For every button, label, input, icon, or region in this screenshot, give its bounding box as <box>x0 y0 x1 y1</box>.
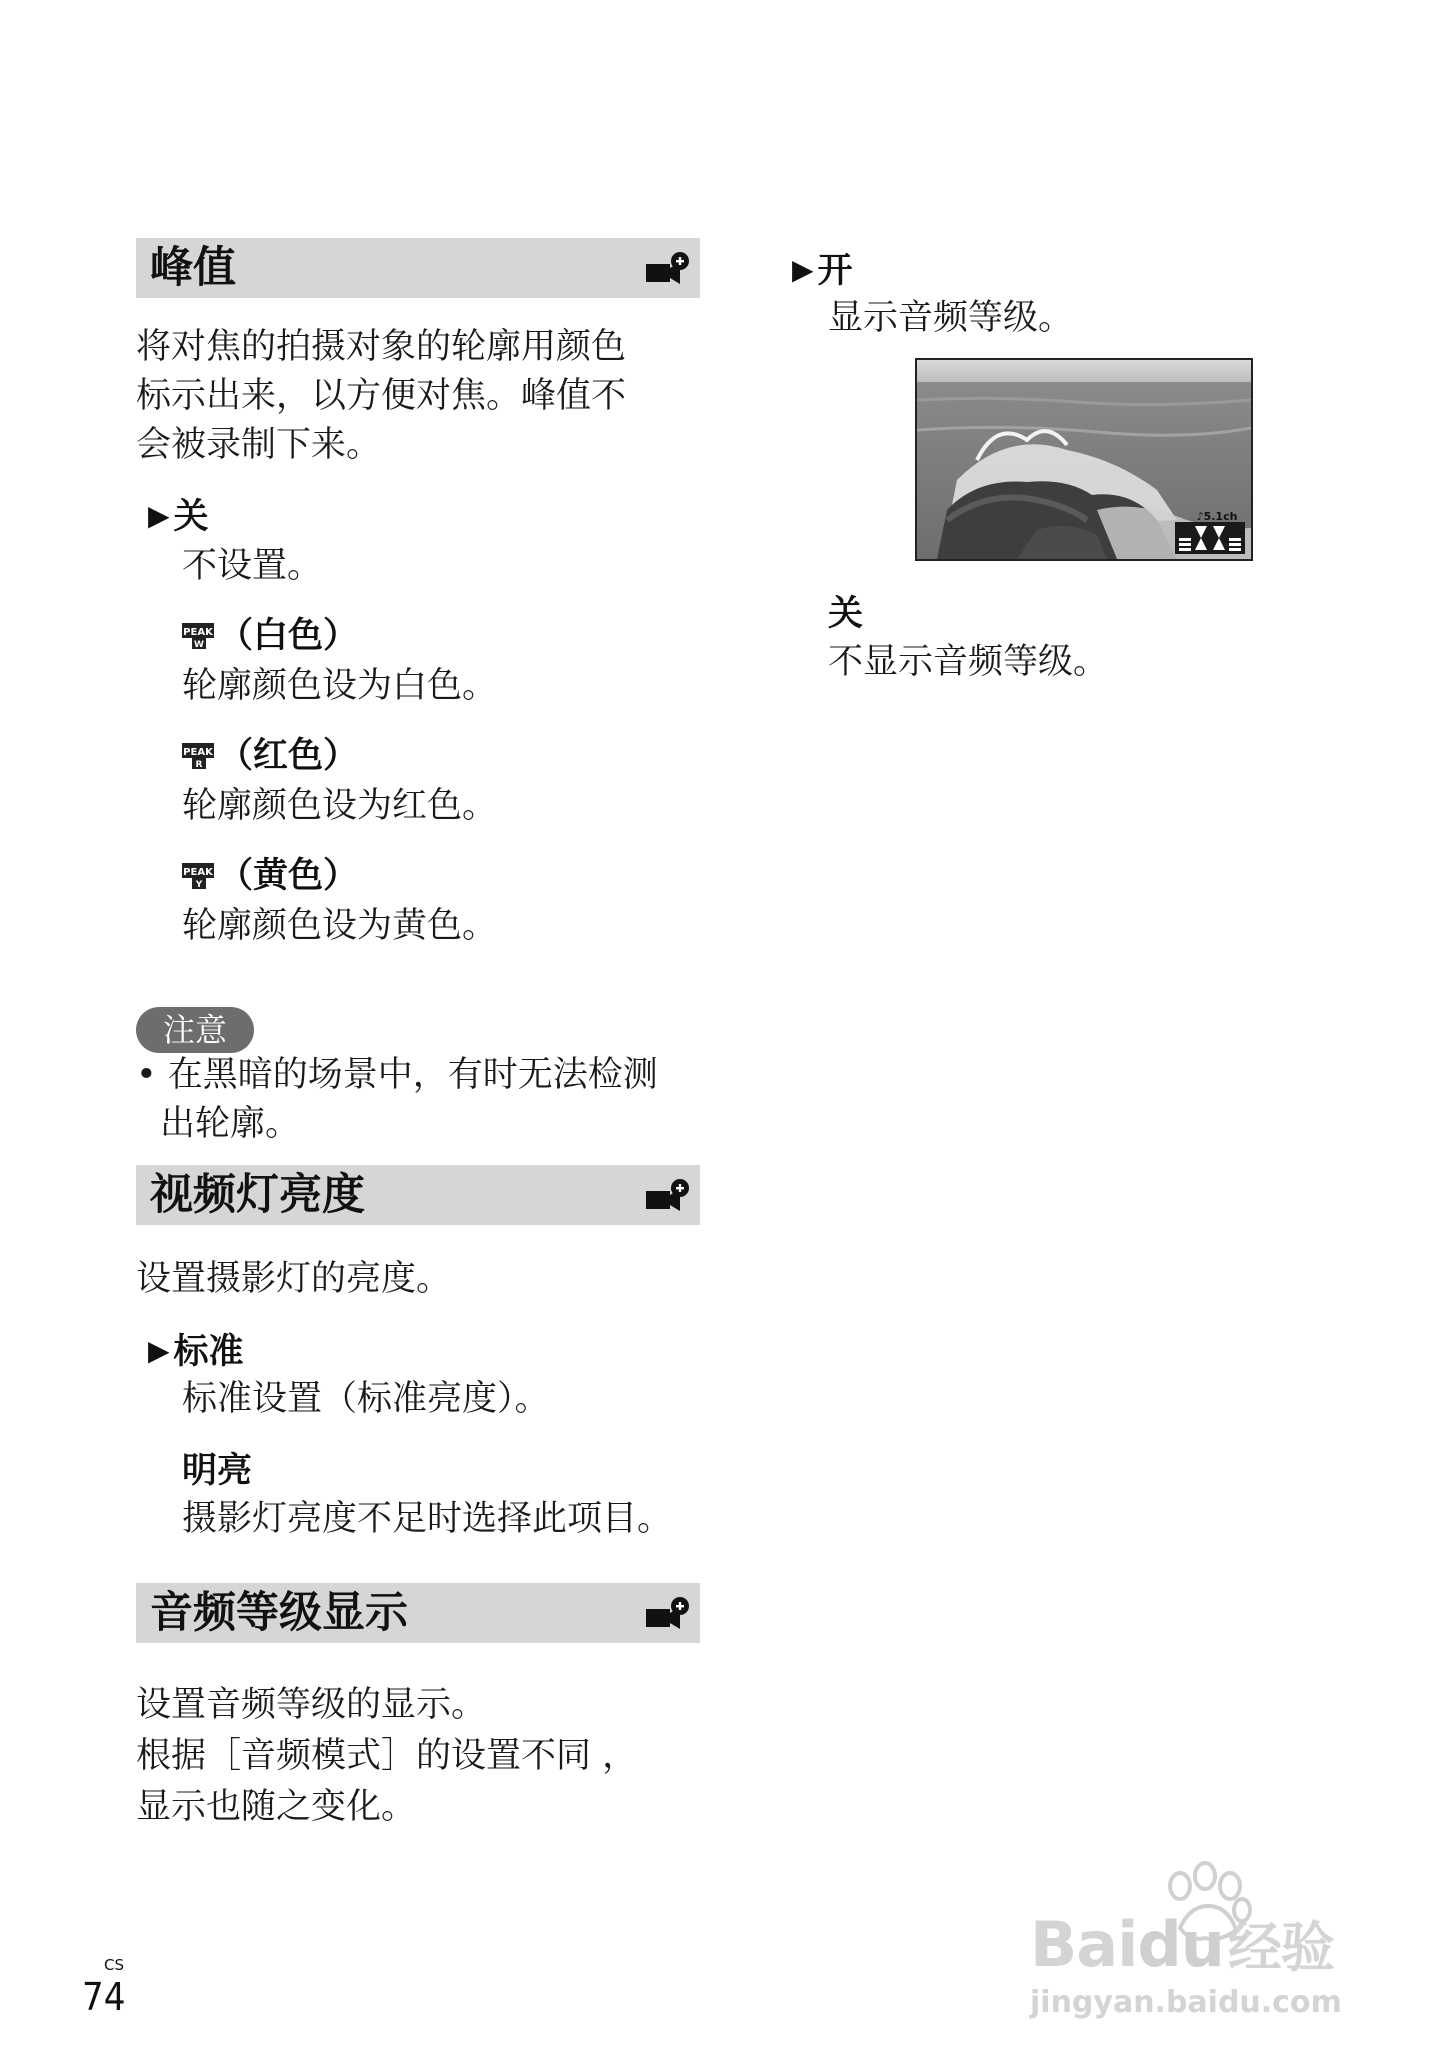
svg-text:PEAK: PEAK <box>183 627 213 638</box>
option-desc: 不设置。 <box>182 546 323 586</box>
peak-description <box>136 323 626 470</box>
option-label-text: （红色） <box>218 736 359 776</box>
audio-level-screen-example <box>915 358 1253 561</box>
text-line: 显示也随之变化。 <box>136 1787 417 1827</box>
option-label-text: 关 <box>173 497 209 537</box>
option-desc: 显示音频等级。 <box>828 298 1074 338</box>
text-line: • 在黑暗的场景中，有时无法检测 <box>136 1055 658 1095</box>
option-label-text: 标准 <box>173 1332 244 1372</box>
note-badge: 注意 <box>136 1007 254 1053</box>
option-desc: 轮廓颜色设为白色。 <box>182 666 498 706</box>
option-desc: 轮廓颜色设为黄色。 <box>182 906 498 946</box>
watermark-brand-cn: 经验 <box>1227 1916 1334 1979</box>
section-title: 视频灯亮度 <box>150 1170 365 1220</box>
option-desc: 标准设置（标准亮度）。 <box>182 1379 550 1419</box>
option-label-text: 开 <box>817 251 853 291</box>
watermark-brand-du: du <box>1137 1908 1224 1981</box>
svg-text:PEAK: PEAK <box>183 747 213 758</box>
svg-text:Y: Y <box>195 880 203 889</box>
peak-red-icon <box>182 741 214 769</box>
peak-white-icon <box>182 621 214 649</box>
option-label-yellow <box>182 854 358 898</box>
video-light-description: 设置摄影灯的亮度。 <box>136 1259 452 1299</box>
option-label-white <box>182 614 358 658</box>
option-label-off: 关 <box>828 594 864 634</box>
text-line: 标示出来，以方便对焦。峰值不 <box>136 376 627 416</box>
text-line: 将对焦的拍摄对象的轮廓用颜色 <box>136 327 627 367</box>
option-label-off <box>148 494 209 539</box>
note-text <box>136 1051 658 1149</box>
camera-plus-icon <box>644 1595 690 1631</box>
section-header-video-light <box>136 1165 700 1225</box>
camera-plus-icon <box>644 1177 690 1213</box>
option-label-text: （白色） <box>218 616 359 656</box>
default-marker-icon: ▶ <box>792 253 814 286</box>
default-marker-icon: ▶ <box>148 499 170 532</box>
option-label-text: （黄色） <box>218 856 359 896</box>
option-label-on <box>792 248 853 293</box>
sea-rock-photo <box>917 360 1251 559</box>
section-title: 峰值 <box>150 243 236 293</box>
svg-text:♪5.1ch: ♪5.1ch <box>1196 510 1238 523</box>
section-header-audio-level <box>136 1583 700 1643</box>
default-marker-icon: ▶ <box>148 1334 170 1367</box>
camera-plus-icon <box>644 250 690 286</box>
text-line: 会被录制下来。 <box>136 425 382 465</box>
option-desc: 摄影灯亮度不足时选择此项目。 <box>182 1499 673 1539</box>
section-title: 音频等级显示 <box>150 1588 408 1638</box>
watermark-brand <box>1030 1905 1334 1982</box>
language-code: CS <box>104 1956 124 1974</box>
option-desc: 不显示音频等级。 <box>828 642 1109 682</box>
svg-text:R: R <box>195 760 203 769</box>
option-label-red <box>182 734 358 778</box>
option-label-standard <box>148 1329 244 1374</box>
page-number: 74 <box>82 1975 126 2019</box>
text-line: 出轮廓。 <box>160 1104 301 1144</box>
audio-level-description <box>136 1680 637 1833</box>
text-line: 设置音频等级的显示。 <box>136 1685 487 1725</box>
option-label-bright: 明亮 <box>182 1451 253 1491</box>
svg-text:W: W <box>194 640 204 649</box>
svg-text:PEAK: PEAK <box>183 867 213 878</box>
section-header-peaking <box>136 238 700 298</box>
watermark-brand-text: Bai <box>1030 1908 1138 1981</box>
option-desc: 轮廓颜色设为红色。 <box>182 786 498 826</box>
watermark-url: jingyan.baidu.com <box>1030 1985 1342 2020</box>
peak-yellow-icon <box>182 861 214 889</box>
text-line: 根据［音频模式］的设置不同 ， <box>136 1736 638 1776</box>
